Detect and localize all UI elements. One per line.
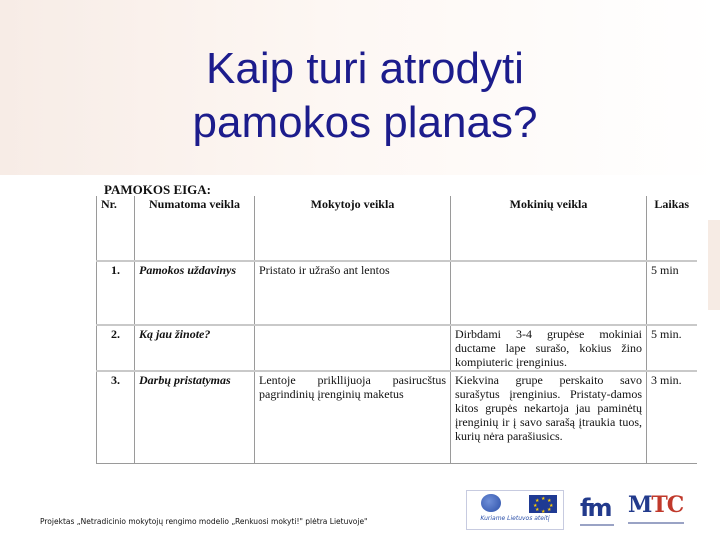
header-teacher: Mokytojo veikla bbox=[255, 196, 451, 261]
row-nr: 3. bbox=[97, 371, 135, 463]
slide-title bbox=[100, 42, 630, 150]
row-nr: 1. bbox=[97, 261, 135, 325]
row-time: 5 min bbox=[647, 261, 697, 325]
table-header-row bbox=[97, 196, 697, 261]
eu-funds-logo bbox=[466, 490, 564, 530]
eu-flag-icon: ★ ★ ★ ★ ★ ★ ★ ★ bbox=[529, 495, 557, 513]
header-time: Laikas bbox=[647, 196, 697, 261]
decorative-strip bbox=[708, 220, 720, 310]
globe-icon bbox=[481, 494, 501, 512]
row-students: Kiekvina grupe perskaito savo surašytus įrenginius. Pristaty-damos kitos grupės nekartoja jau paminėtų įrenginių ir į savo sarašą įtraukia tuos, kurių nėra parašiusics. bbox=[451, 371, 647, 463]
row-teacher: Pristato ir užrašo ant lentos bbox=[255, 261, 451, 325]
row-nr: 2. bbox=[97, 325, 135, 371]
row-goal: Darbų pristatymas bbox=[135, 371, 255, 463]
footer-logos bbox=[466, 490, 720, 532]
fm-logo bbox=[576, 494, 620, 528]
row-teacher: Lentoje prikllijuoja pasirucštus pagrindinių įrenginių maketus bbox=[255, 371, 451, 463]
mtc-logo-mark: MTC bbox=[628, 492, 684, 518]
header-students: Mokinių veikla bbox=[451, 196, 647, 261]
header-nr: Nr. bbox=[97, 196, 135, 261]
table-row bbox=[97, 261, 697, 325]
fm-logo-mark: fm bbox=[580, 494, 610, 522]
footer-project-text: Projektas „Netradicinio mokytojų rengimo modelio „Renkuosi mokyti!" plėtra Lietuvoje" bbox=[40, 517, 368, 526]
slide-title-line2: pamokos planas? bbox=[192, 98, 538, 147]
row-goal: Pamokos uždavinys bbox=[135, 261, 255, 325]
slide-title-line1: Kaip turi atrodyti bbox=[206, 44, 524, 93]
row-teacher bbox=[255, 325, 451, 371]
row-students: Dirbdami 3-4 grupėse mokiniai ductame lape surašo, kokius žino kompiuteric įrenginius. bbox=[451, 325, 647, 371]
plan-heading: PAMOKOS EIGA: bbox=[104, 182, 212, 197]
row-time: 3 min. bbox=[647, 371, 697, 463]
lesson-plan-table bbox=[96, 196, 697, 464]
header-goal: Numatoma veikla bbox=[135, 196, 255, 261]
row-goal: Ką jau žinote? bbox=[135, 325, 255, 371]
table-row bbox=[97, 325, 697, 371]
table-row bbox=[97, 371, 697, 463]
eu-caption: Kuriame Lietuvos ateitį bbox=[480, 515, 550, 522]
lesson-plan-image bbox=[96, 180, 696, 468]
row-time: 5 min. bbox=[647, 325, 697, 371]
row-students bbox=[451, 261, 647, 325]
mtc-logo bbox=[628, 492, 688, 528]
